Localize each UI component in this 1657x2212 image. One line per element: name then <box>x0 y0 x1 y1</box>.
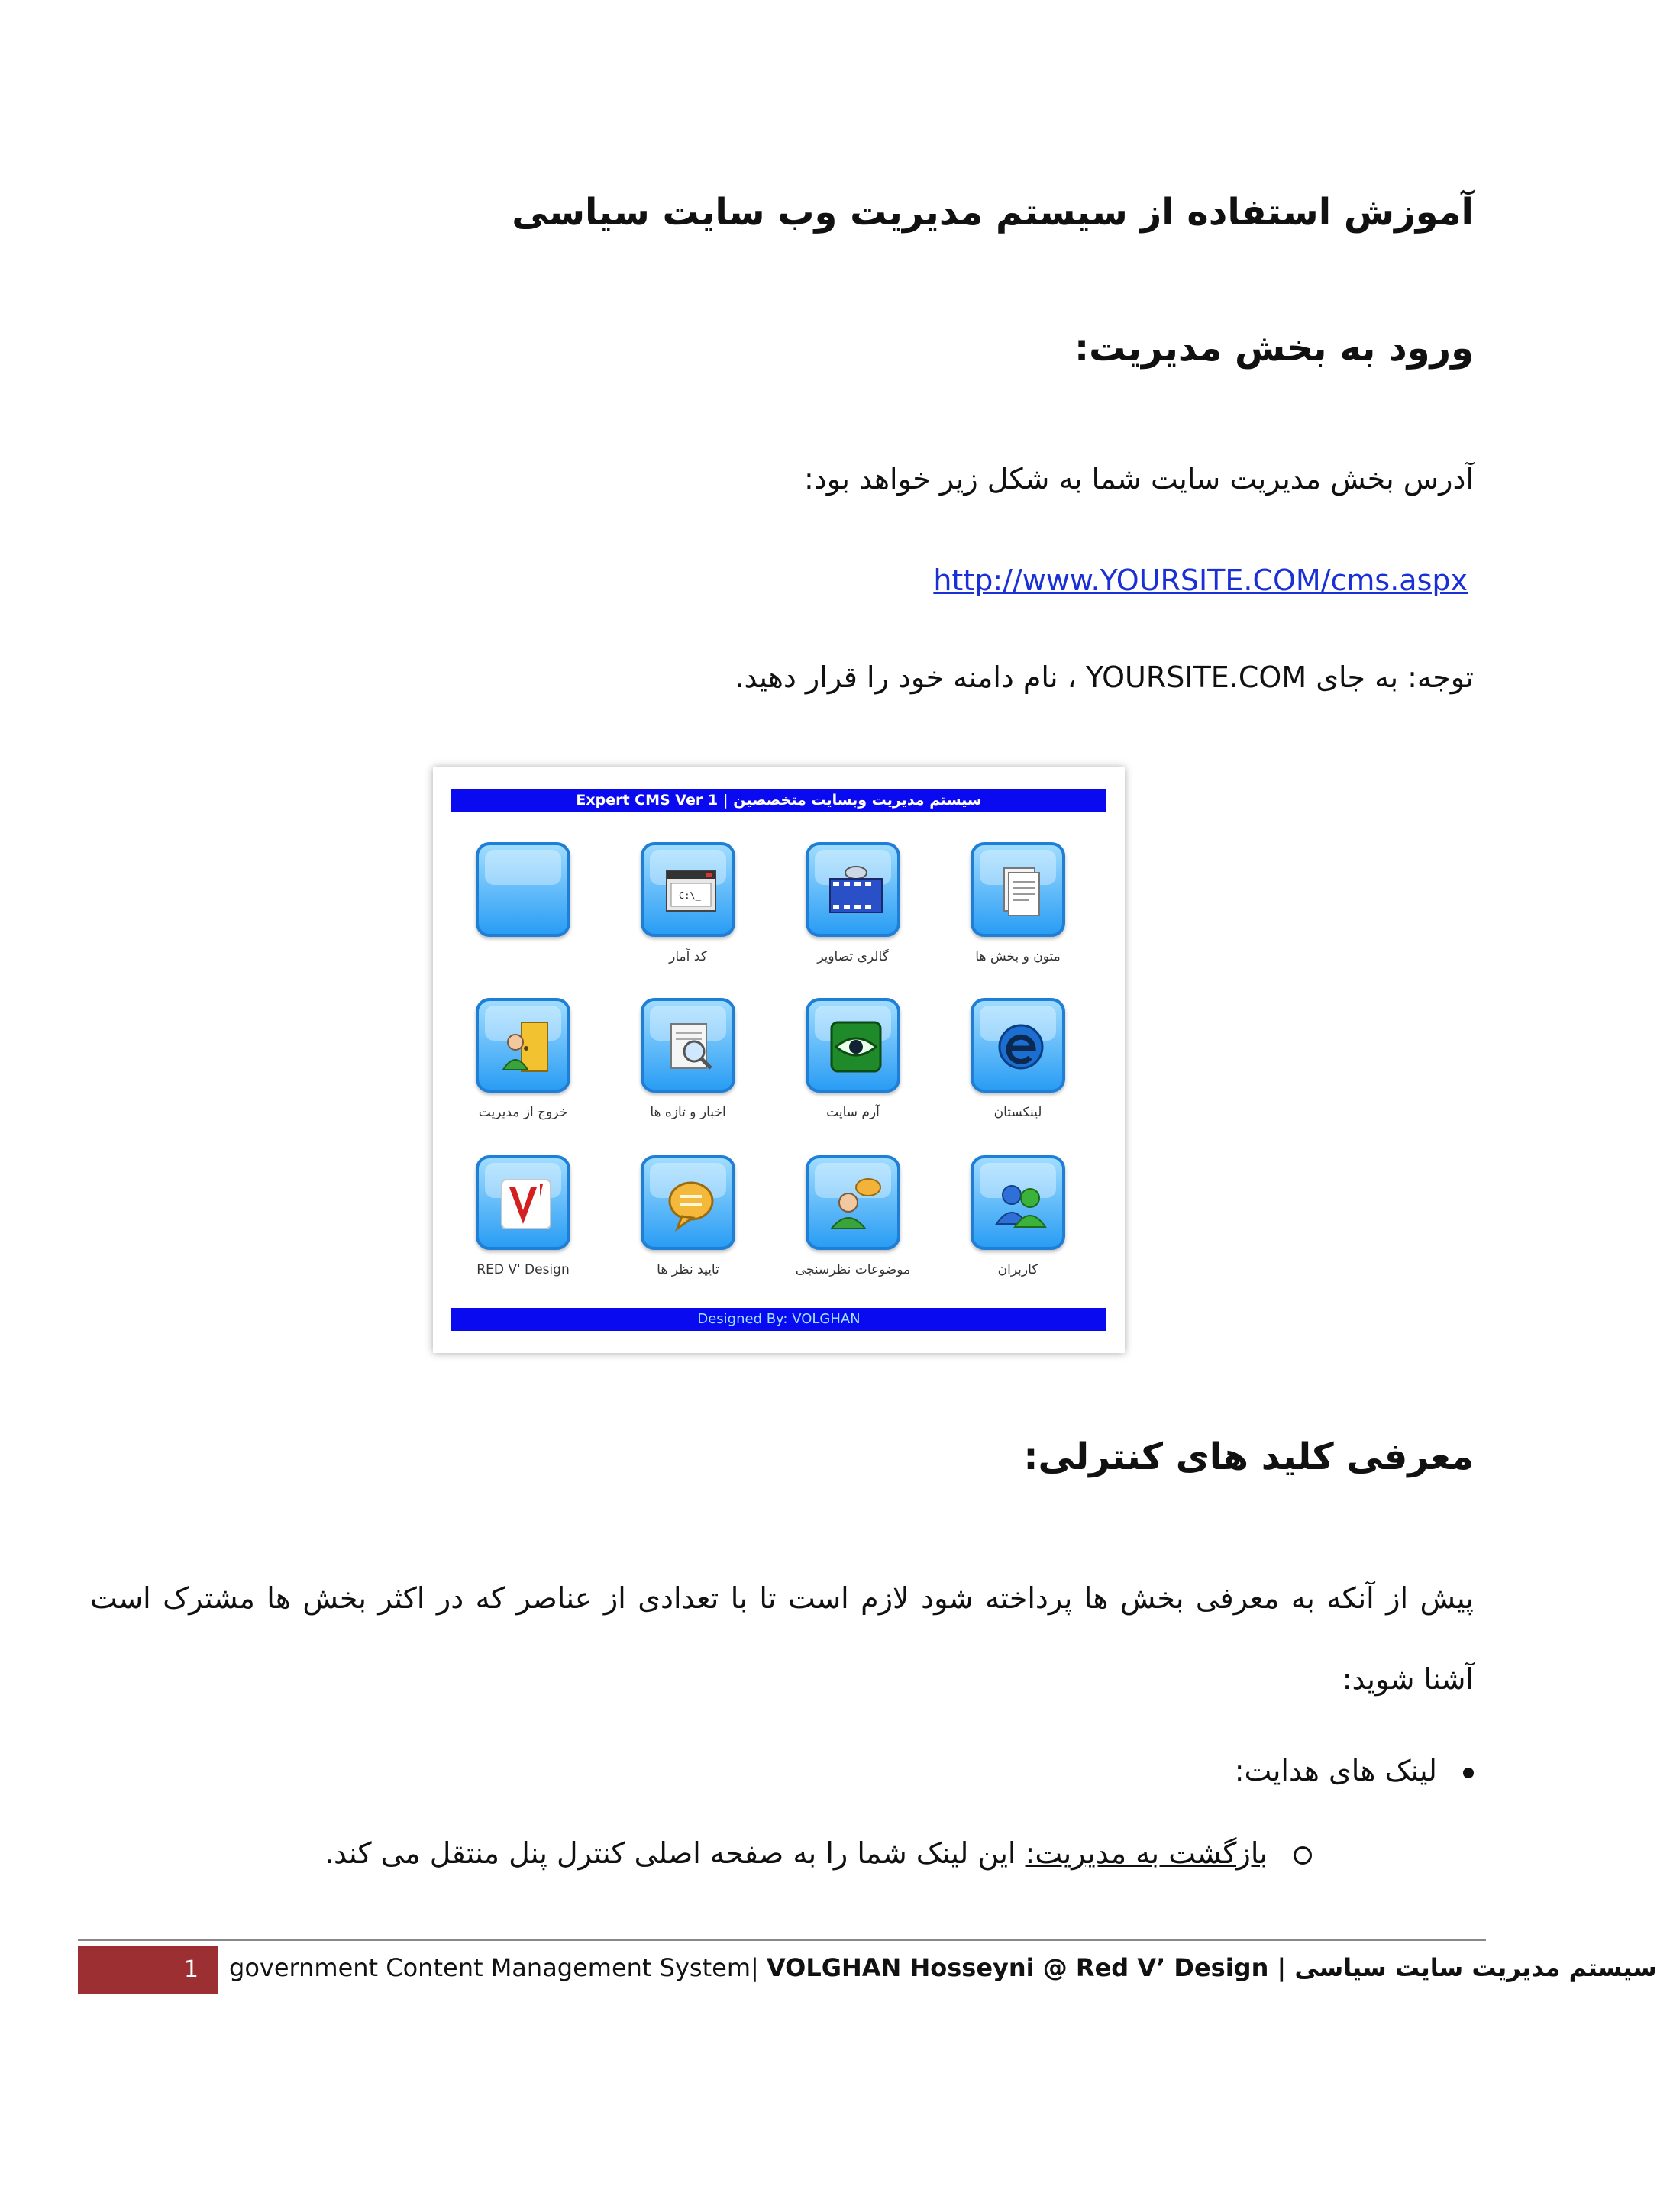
tile-label: آرم سایت <box>826 1105 880 1120</box>
hollow-circle-icon <box>1294 1846 1312 1865</box>
bullet-text: لینک های هدایت: <box>1234 1754 1437 1787</box>
panel-footer: Designed By: VOLGHAN <box>451 1308 1106 1331</box>
sub-bullet-item <box>325 1836 1312 1870</box>
tile-texts[interactable] <box>967 842 1074 964</box>
tile-links[interactable] <box>967 998 1074 1120</box>
sub-bullet-text: این لینک شما را به صفحه اصلی کنترل پنل منتقل می کند. <box>324 1836 1026 1870</box>
section-heading-controls: معرفی کلید های کنترلی: <box>1023 1435 1474 1478</box>
page-title: آموزش استفاده از سیستم مدیریت وب سایت سیاسی <box>512 191 1474 234</box>
tile-redv-design[interactable] <box>473 1155 580 1277</box>
redv-icon <box>496 1174 557 1235</box>
tile-label: تایید نظر ها <box>657 1262 719 1277</box>
film-icon <box>825 861 887 922</box>
tile-label: کاربران <box>997 1262 1038 1277</box>
footer-text <box>229 1953 1657 1982</box>
tile-polls[interactable] <box>795 1155 911 1277</box>
ie-icon <box>990 1016 1051 1077</box>
note-text: توجه: به جای YOURSITE.COM ، نام دامنه خود را قرار دهید. <box>735 660 1474 694</box>
panel-header: Expert CMS Ver 1 | سیستم مدیریت وبسایت متخصصین <box>451 789 1106 812</box>
tile-label: موضوعات نظرسنجی <box>795 1262 911 1277</box>
tile-approve-comments[interactable] <box>638 1155 745 1277</box>
intro-text: آدرس بخش مدیریت سایت شما به شکل زیر خواهد بود: <box>804 462 1474 496</box>
tile-gallery[interactable] <box>803 842 909 964</box>
page-number: 1 <box>78 1946 218 1994</box>
exit-icon <box>496 1016 557 1077</box>
document-icon <box>990 861 1051 922</box>
tile-label: گالری تصاویر <box>817 949 889 964</box>
tile-stats-code[interactable] <box>638 842 745 964</box>
bullet-item <box>1235 1754 1474 1787</box>
cms-panel-screenshot <box>433 767 1125 1353</box>
console-icon <box>661 861 722 922</box>
controls-paragraph: پیش از آنکه به معرفی بخش ها پرداخته شود لازم است تا با تعدادی از عناصر که در اکثر بخش ها مشترک است آشنا شوید: <box>90 1581 1474 1696</box>
footer-divider <box>78 1939 1486 1941</box>
back-to-admin-link[interactable]: بازگشت به مدیریت: <box>1025 1836 1268 1870</box>
chat-icon <box>661 1174 722 1235</box>
cms-url-link[interactable]: http://www.YOURSITE.COM/cms.aspx <box>933 563 1468 597</box>
search-doc-icon <box>661 1016 722 1077</box>
tile-label: اخبار و تازه ها <box>650 1105 726 1120</box>
bullet-dot-icon <box>1463 1768 1474 1778</box>
tile-users[interactable] <box>967 1155 1074 1277</box>
tile-site-logo[interactable] <box>803 998 909 1120</box>
user-chat-icon <box>825 1174 887 1235</box>
footer-site-title: سیستم مدیریت سایت سیاسی <box>1294 1953 1657 1982</box>
section-heading-login: ورود به بخش مدیریت: <box>1074 327 1474 370</box>
tile-label: RED V' Design <box>476 1262 570 1277</box>
tile-news[interactable] <box>638 998 745 1120</box>
tile-label: متون و بخش ها <box>975 949 1061 964</box>
tile-label: خروج از مدیریت <box>478 1105 568 1120</box>
tile-blank[interactable] <box>473 842 580 949</box>
svg-text:C:\_: C:\_ <box>679 890 701 901</box>
footer-system-name: government Content Management System| <box>229 1953 767 1982</box>
tile-label: لینکستان <box>993 1105 1042 1120</box>
tile-label: کد آمار <box>669 949 707 964</box>
footer-author: VOLGHAN Hosseyni @ Red V’ Design | <box>766 1953 1295 1982</box>
users-icon <box>990 1174 1051 1235</box>
eye-icon <box>825 1016 887 1077</box>
tile-exit[interactable] <box>473 998 580 1120</box>
